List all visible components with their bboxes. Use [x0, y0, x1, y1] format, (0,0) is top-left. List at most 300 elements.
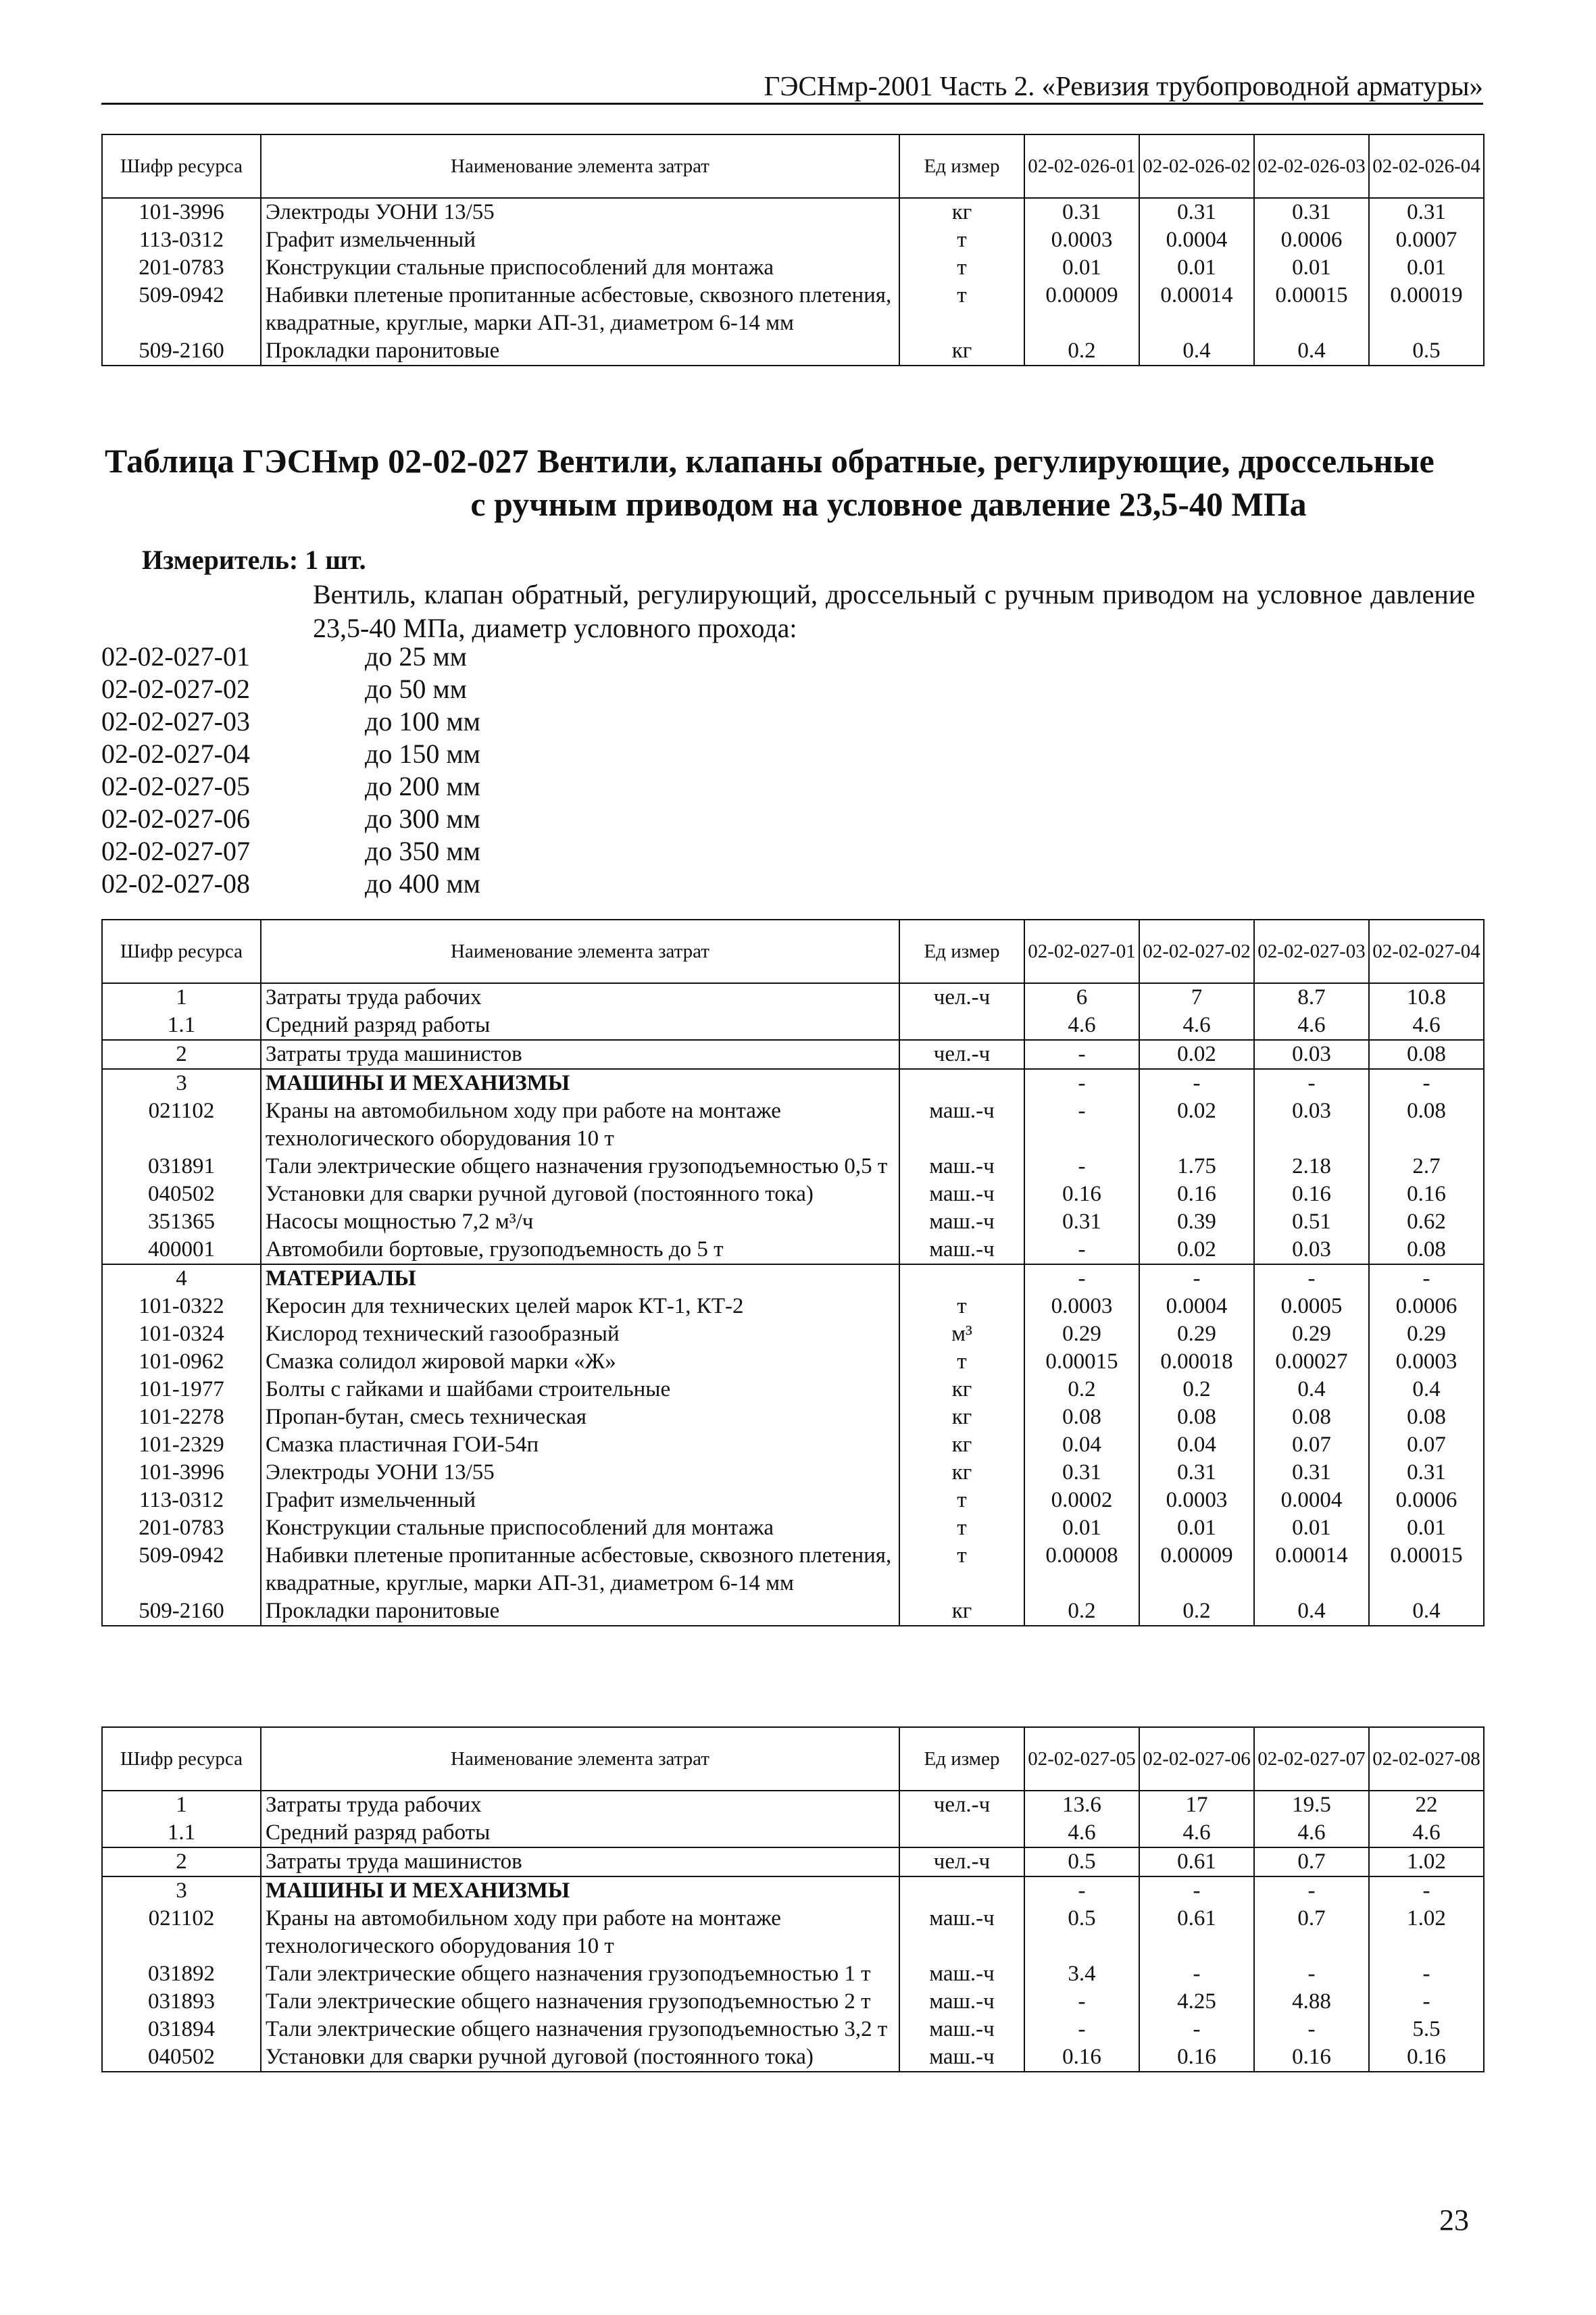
resource-value: 0.0004 [1254, 1487, 1369, 1514]
table-row [102, 1236, 1484, 1264]
variant-row [101, 705, 480, 738]
table-title-line-1: Таблица ГЭСНмр 02-02-027 Вентили, клапаны обратные, регулирующие, дроссельные [105, 442, 1435, 480]
resource-name: Болты с гайками и шайбами строительные [261, 1376, 899, 1403]
col-header-variant: 02-02-027-03 [1254, 920, 1369, 983]
resource-code: 400001 [102, 1236, 261, 1264]
resource-value: 2.18 [1254, 1153, 1369, 1180]
resource-unit: т [899, 226, 1024, 254]
table-row [102, 1431, 1484, 1459]
resource-value: 0.02 [1139, 1236, 1254, 1264]
table-row [102, 226, 1484, 254]
resource-code: 509-0942 [102, 1542, 261, 1597]
resource-value: 0.00009 [1024, 282, 1139, 337]
variant-code: 02-02-027-03 [101, 706, 250, 737]
table-row [102, 1514, 1484, 1542]
resource-code: 031892 [102, 1960, 261, 1988]
resource-value: 0.00019 [1369, 282, 1484, 337]
resource-name: Набивки плетеные пропитанные асбестовые, сквозного плетения, квадратные, круглые, марки АП-31, диаметром 6-14 мм [261, 282, 899, 337]
table-row [102, 1847, 1484, 1876]
resource-value: 0.5 [1024, 1847, 1139, 1876]
variant-row [101, 738, 480, 770]
resource-value: - [1254, 2016, 1369, 2043]
resource-value: 4.6 [1024, 1819, 1139, 1847]
resource-value: 0.0003 [1024, 1293, 1139, 1320]
resource-value: 0.31 [1024, 1459, 1139, 1487]
resource-value: - [1254, 1264, 1369, 1293]
variant-list [101, 641, 480, 900]
resource-value: 17 [1139, 1791, 1254, 1819]
resource-name: Затраты труда рабочих [261, 1791, 899, 1819]
resource-value: 0.01 [1139, 254, 1254, 282]
resource-value: 0.00008 [1024, 1542, 1139, 1597]
header-rule [101, 103, 1483, 105]
col-header-name: Наименование элемента затрат [261, 920, 899, 983]
resource-value: 22 [1369, 1791, 1484, 1819]
resource-code: 509-2160 [102, 337, 261, 366]
resource-value: 3.4 [1024, 1960, 1139, 1988]
resource-code: 509-2160 [102, 1597, 261, 1626]
resource-value: 0.01 [1024, 1514, 1139, 1542]
resource-name: Электроды УОНИ 13/55 [261, 1459, 899, 1487]
resource-unit: т [899, 1487, 1024, 1514]
variant-row [101, 673, 480, 705]
table-row [102, 282, 1484, 337]
resource-name: Конструкции стальные приспособлений для монтажа [261, 254, 899, 282]
variant-code: 02-02-027-07 [101, 836, 250, 866]
table-row [102, 2016, 1484, 2043]
resource-unit: кг [899, 1597, 1024, 1626]
resource-value: 4.6 [1254, 1819, 1369, 1847]
variant-row [101, 868, 480, 900]
col-header-variant: 02-02-027-08 [1369, 1727, 1484, 1791]
resource-unit: м³ [899, 1320, 1024, 1348]
resource-value: - [1139, 1960, 1254, 1988]
resource-unit: кг [899, 1403, 1024, 1431]
resource-unit: т [899, 254, 1024, 282]
table-description: Вентиль, клапан обратный, регулирующий, дроссельный с ручным приводом на условное давление 23,5-40 МПа, диаметр условного прохода: [313, 579, 1475, 643]
variant-label: до 400 мм [365, 868, 480, 899]
resource-value: - [1139, 1876, 1254, 1905]
resource-value: 10.8 [1369, 983, 1484, 1012]
resource-value: 0.0006 [1369, 1293, 1484, 1320]
variant-code: 02-02-027-01 [101, 641, 250, 672]
table-row [102, 1487, 1484, 1514]
resource-value: 0.2 [1024, 1597, 1139, 1626]
variant-row [101, 803, 480, 835]
resource-unit [899, 1876, 1024, 1905]
resource-name: Электроды УОНИ 13/55 [261, 198, 899, 226]
resource-code: 201-0783 [102, 1514, 261, 1542]
resource-value: 0.07 [1254, 1431, 1369, 1459]
resource-value: 0.31 [1024, 198, 1139, 226]
resource-value: 4.6 [1369, 1012, 1484, 1040]
table-title [105, 439, 1483, 526]
resource-value: 0.02 [1139, 1040, 1254, 1069]
resource-name: Графит измельченный [261, 226, 899, 254]
variant-label: до 100 мм [365, 706, 480, 737]
resource-value: 0.01 [1254, 1514, 1369, 1542]
col-header-unit: Ед измер [899, 1727, 1024, 1791]
resource-value: 0.4 [1254, 1597, 1369, 1626]
resource-value: 6 [1024, 983, 1139, 1012]
resource-unit: маш.-ч [899, 1905, 1024, 1960]
resource-unit: маш.-ч [899, 1208, 1024, 1236]
resource-unit: кг [899, 337, 1024, 366]
resource-unit [899, 1012, 1024, 1040]
resource-value: 0.16 [1024, 2043, 1139, 2072]
resource-value: 0.16 [1139, 1180, 1254, 1208]
col-header-variant: 02-02-026-03 [1254, 134, 1369, 198]
resource-code: 021102 [102, 1905, 261, 1960]
resource-value: 0.4 [1254, 337, 1369, 366]
resource-code: 1.1 [102, 1012, 261, 1040]
resource-unit: чел.-ч [899, 983, 1024, 1012]
resource-value: 0.16 [1254, 2043, 1369, 2072]
resource-value: 0.29 [1024, 1320, 1139, 1348]
resource-name: Керосин для технических целей марок КТ-1, КТ-2 [261, 1293, 899, 1320]
resource-value: 0.62 [1369, 1208, 1484, 1236]
resource-value: - [1024, 2016, 1139, 2043]
resource-value: 0.31 [1024, 1208, 1139, 1236]
col-header-variant: 02-02-026-01 [1024, 134, 1139, 198]
variant-code: 02-02-027-04 [101, 739, 250, 769]
resource-value: 0.01 [1254, 254, 1369, 282]
resource-value: 5.5 [1369, 2016, 1484, 2043]
resource-value: 4.88 [1254, 1988, 1369, 2016]
resource-name: Прокладки паронитовые [261, 1597, 899, 1626]
table-row [102, 1012, 1484, 1040]
resource-unit: кг [899, 1431, 1024, 1459]
resource-name: Смазка солидол жировой марки «Ж» [261, 1348, 899, 1376]
resource-name: Насосы мощностью 7,2 м³/ч [261, 1208, 899, 1236]
resource-value: 0.03 [1254, 1097, 1369, 1153]
resource-unit: чел.-ч [899, 1791, 1024, 1819]
table-row [102, 1320, 1484, 1348]
resource-code: 040502 [102, 1180, 261, 1208]
resource-value: 0.61 [1139, 1905, 1254, 1960]
table-row [102, 1153, 1484, 1180]
resource-code: 101-0322 [102, 1293, 261, 1320]
resource-value: - [1139, 2016, 1254, 2043]
resource-unit: маш.-ч [899, 1153, 1024, 1180]
resource-code: 4 [102, 1264, 261, 1293]
variant-label: до 350 мм [365, 836, 480, 866]
resource-code: 101-0962 [102, 1348, 261, 1376]
resource-code: 031894 [102, 2016, 261, 2043]
resource-value: - [1024, 1040, 1139, 1069]
resource-name: Кислород технический газообразный [261, 1320, 899, 1348]
resource-code: 509-0942 [102, 282, 261, 337]
table-row [102, 1208, 1484, 1236]
col-header-variant: 02-02-026-04 [1369, 134, 1484, 198]
resource-value: 0.01 [1139, 1514, 1254, 1542]
resource-value: 0.61 [1139, 1847, 1254, 1876]
resource-value: 0.51 [1254, 1208, 1369, 1236]
resource-value: 0.7 [1254, 1905, 1369, 1960]
resource-name: МАТЕРИАЛЫ [261, 1264, 899, 1293]
resource-name: Тали электрические общего назначения грузоподъемностью 0,5 т [261, 1153, 899, 1180]
resource-code: 2 [102, 1847, 261, 1876]
resource-code: 3 [102, 1876, 261, 1905]
resource-value: 0.07 [1369, 1431, 1484, 1459]
resource-table-026 [101, 134, 1485, 366]
resource-value: 0.29 [1369, 1320, 1484, 1348]
resource-unit: маш.-ч [899, 1960, 1024, 1988]
resource-value: 0.39 [1139, 1208, 1254, 1236]
table-row [102, 1348, 1484, 1376]
resource-value: 0.0003 [1369, 1348, 1484, 1376]
col-header-code: Шифр ресурса [102, 920, 261, 983]
table-row [102, 1097, 1484, 1153]
variant-label: до 50 мм [365, 674, 467, 704]
resource-code: 1 [102, 1791, 261, 1819]
resource-value: - [1024, 1264, 1139, 1293]
variant-code: 02-02-027-05 [101, 771, 250, 801]
resource-unit: маш.-ч [899, 1236, 1024, 1264]
resource-value: 0.4 [1139, 337, 1254, 366]
resource-value: 0.01 [1024, 254, 1139, 282]
resource-value: 0.4 [1254, 1376, 1369, 1403]
resource-value: 0.31 [1139, 198, 1254, 226]
col-header-variant: 02-02-026-02 [1139, 134, 1254, 198]
resource-unit: маш.-ч [899, 1988, 1024, 2016]
resource-value: 4.6 [1369, 1819, 1484, 1847]
table-row [102, 1069, 1484, 1097]
resource-name: Конструкции стальные приспособлений для монтажа [261, 1514, 899, 1542]
resource-value: - [1024, 1876, 1139, 1905]
resource-value: 0.08 [1369, 1040, 1484, 1069]
table-row [102, 1264, 1484, 1293]
resource-unit: маш.-ч [899, 2043, 1024, 2072]
resource-value: - [1369, 1988, 1484, 2016]
resource-name: Краны на автомобильном ходу при работе на монтаже технологического оборудования 10 т [261, 1905, 899, 1960]
resource-code: 2 [102, 1040, 261, 1069]
resource-value: 0.00014 [1254, 1542, 1369, 1597]
col-header-unit: Ед измер [899, 920, 1024, 983]
resource-name: Смазка пластичная ГОИ-54п [261, 1431, 899, 1459]
resource-name: Затраты труда рабочих [261, 983, 899, 1012]
resource-value: 0.08 [1369, 1097, 1484, 1153]
resource-name: Затраты труда машинистов [261, 1040, 899, 1069]
resource-value: - [1139, 1069, 1254, 1097]
resource-name: Средний разряд работы [261, 1819, 899, 1847]
resource-unit: кг [899, 1459, 1024, 1487]
resource-value: - [1139, 1264, 1254, 1293]
resource-name: Графит измельченный [261, 1487, 899, 1514]
resource-name: Тали электрические общего назначения грузоподъемностью 1 т [261, 1960, 899, 1988]
resource-value: 0.00018 [1139, 1348, 1254, 1376]
resource-unit [899, 1819, 1024, 1847]
resource-value: 0.04 [1139, 1431, 1254, 1459]
table-row [102, 1988, 1484, 2016]
measure-unit: Измеритель: 1 шт. [142, 545, 366, 575]
resource-value: - [1024, 1153, 1139, 1180]
resource-unit: маш.-ч [899, 2016, 1024, 2043]
resource-value: 1.75 [1139, 1153, 1254, 1180]
table-row [102, 1597, 1484, 1626]
resource-value: 0.31 [1369, 198, 1484, 226]
resource-value: - [1254, 1960, 1369, 1988]
resource-code: 101-3996 [102, 1459, 261, 1487]
resource-value: 4.25 [1139, 1988, 1254, 2016]
resource-value: 0.00015 [1369, 1542, 1484, 1597]
resource-value: 0.08 [1254, 1403, 1369, 1431]
resource-value: 0.08 [1369, 1236, 1484, 1264]
resource-value: 0.16 [1369, 2043, 1484, 2072]
resource-value: 0.01 [1369, 254, 1484, 282]
col-header-variant: 02-02-027-01 [1024, 920, 1139, 983]
resource-value: 0.0002 [1024, 1487, 1139, 1514]
resource-value: 8.7 [1254, 983, 1369, 1012]
resource-value: 0.03 [1254, 1236, 1369, 1264]
table-row [102, 1791, 1484, 1819]
resource-value: 0.03 [1254, 1040, 1369, 1069]
resource-code: 351365 [102, 1208, 261, 1236]
resource-value: - [1024, 1069, 1139, 1097]
resource-code: 101-3996 [102, 198, 261, 226]
resource-value: 0.02 [1139, 1097, 1254, 1153]
resource-name: Установки для сварки ручной дуговой (постоянного тока) [261, 1180, 899, 1208]
variant-code: 02-02-027-08 [101, 868, 250, 899]
resource-name: Краны на автомобильном ходу при работе на монтаже технологического оборудования 10 т [261, 1097, 899, 1153]
resource-value: 0.04 [1024, 1431, 1139, 1459]
page-number: 23 [1439, 2204, 1469, 2237]
resource-value: - [1254, 1069, 1369, 1097]
resource-value: - [1254, 1876, 1369, 1905]
table-row [102, 1905, 1484, 1960]
table-row [102, 2043, 1484, 2072]
variant-label: до 300 мм [365, 803, 480, 834]
resource-name: Средний разряд работы [261, 1012, 899, 1040]
resource-code: 031891 [102, 1153, 261, 1180]
resource-value: 0.31 [1254, 198, 1369, 226]
resource-code: 3 [102, 1069, 261, 1097]
resource-unit: чел.-ч [899, 1847, 1024, 1876]
resource-name: Установки для сварки ручной дуговой (постоянного тока) [261, 2043, 899, 2072]
resource-value: 0.0007 [1369, 226, 1484, 254]
resource-value: 2.7 [1369, 1153, 1484, 1180]
resource-unit: кг [899, 1376, 1024, 1403]
col-header-code: Шифр ресурса [102, 1727, 261, 1791]
resource-value: 4.6 [1024, 1012, 1139, 1040]
resource-value: 0.2 [1139, 1597, 1254, 1626]
table-row [102, 1293, 1484, 1320]
resource-unit [899, 1264, 1024, 1293]
table-row [102, 1819, 1484, 1847]
resource-name: Автомобили бортовые, грузоподъемность до 5 т [261, 1236, 899, 1264]
resource-code: 113-0312 [102, 1487, 261, 1514]
resource-value: - [1369, 1960, 1484, 1988]
resource-value: 0.16 [1369, 1180, 1484, 1208]
resource-value: 0.16 [1139, 2043, 1254, 2072]
resource-value: 0.08 [1139, 1403, 1254, 1431]
col-header-name: Наименование элемента затрат [261, 1727, 899, 1791]
resource-value: 0.16 [1254, 1180, 1369, 1208]
resource-value: 0.2 [1024, 337, 1139, 366]
resource-value: 0.00014 [1139, 282, 1254, 337]
col-header-unit: Ед измер [899, 134, 1024, 198]
col-header-code: Шифр ресурса [102, 134, 261, 198]
col-header-name: Наименование элемента затрат [261, 134, 899, 198]
resource-unit: т [899, 282, 1024, 337]
variant-row [101, 641, 480, 673]
resource-name: Пропан-бутан, смесь техническая [261, 1403, 899, 1431]
table-row [102, 1040, 1484, 1069]
resource-code: 031893 [102, 1988, 261, 2016]
resource-value: 0.4 [1369, 1597, 1484, 1626]
resource-name: Прокладки паронитовые [261, 337, 899, 366]
resource-value: - [1024, 1988, 1139, 2016]
table-row [102, 1403, 1484, 1431]
table-row [102, 1459, 1484, 1487]
resource-code: 021102 [102, 1097, 261, 1153]
resource-code: 101-2329 [102, 1431, 261, 1459]
running-header: ГЭСНмр-2001 Часть 2. «Ревизия трубопроводной арматуры» [764, 70, 1483, 101]
resource-value: 0.00015 [1024, 1348, 1139, 1376]
resource-code: 040502 [102, 2043, 261, 2072]
variant-code: 02-02-027-06 [101, 803, 250, 834]
table-row [102, 1960, 1484, 1988]
resource-value: - [1369, 1876, 1484, 1905]
resource-value: 0.00027 [1254, 1348, 1369, 1376]
table-row [102, 254, 1484, 282]
resource-value: 0.5 [1369, 337, 1484, 366]
col-header-variant: 02-02-027-07 [1254, 1727, 1369, 1791]
table-row [102, 1876, 1484, 1905]
table-row [102, 983, 1484, 1012]
resource-value: 0.2 [1024, 1376, 1139, 1403]
resource-value: 0.7 [1254, 1847, 1369, 1876]
variant-code: 02-02-027-02 [101, 674, 250, 704]
variant-label: до 200 мм [365, 771, 480, 801]
resource-value: 4.6 [1139, 1819, 1254, 1847]
resource-name: МАШИНЫ И МЕХАНИЗМЫ [261, 1069, 899, 1097]
resource-unit: кг [899, 198, 1024, 226]
resource-table-027-a [101, 919, 1485, 1626]
variant-row [101, 770, 480, 803]
resource-name: МАШИНЫ И МЕХАНИЗМЫ [261, 1876, 899, 1905]
resource-value: - [1369, 1264, 1484, 1293]
resource-unit: т [899, 1542, 1024, 1597]
resource-name: Тали электрические общего назначения грузоподъемностью 2 т [261, 1988, 899, 2016]
resource-value: 0.31 [1369, 1459, 1484, 1487]
resource-value: 0.31 [1254, 1459, 1369, 1487]
variant-label: до 150 мм [365, 739, 480, 769]
resource-value: 0.00015 [1254, 282, 1369, 337]
resource-value: 0.01 [1369, 1514, 1484, 1542]
resource-value: - [1024, 1236, 1139, 1264]
resource-value: 1.02 [1369, 1905, 1484, 1960]
col-header-variant: 02-02-027-05 [1024, 1727, 1139, 1791]
resource-code: 101-2278 [102, 1403, 261, 1431]
resource-value: 0.08 [1369, 1403, 1484, 1431]
resource-value: 13.6 [1024, 1791, 1139, 1819]
table-row [102, 1376, 1484, 1403]
resource-unit: маш.-ч [899, 1180, 1024, 1208]
col-header-variant: 02-02-027-06 [1139, 1727, 1254, 1791]
resource-value: 0.2 [1139, 1376, 1254, 1403]
resource-value: 7 [1139, 983, 1254, 1012]
resource-code: 101-0324 [102, 1320, 261, 1348]
resource-value: - [1369, 1069, 1484, 1097]
col-header-variant: 02-02-027-02 [1139, 920, 1254, 983]
col-header-variant: 02-02-027-04 [1369, 920, 1484, 983]
resource-value: 0.0005 [1254, 1293, 1369, 1320]
variant-row [101, 835, 480, 868]
resource-value: 0.0006 [1254, 226, 1369, 254]
resource-name: Затраты труда машинистов [261, 1847, 899, 1876]
resource-value: 0.16 [1024, 1180, 1139, 1208]
